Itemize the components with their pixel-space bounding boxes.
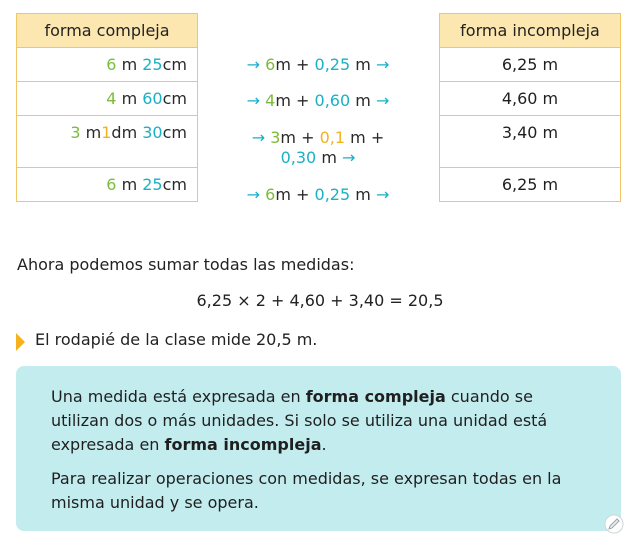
value: 1	[101, 123, 112, 142]
value: 0,60	[314, 91, 351, 110]
value: 3	[270, 128, 281, 147]
conversion-2	[218, 91, 418, 110]
plus: +	[296, 185, 310, 204]
complex-row-3	[17, 116, 198, 168]
incomplete-row-4: 6,25 m	[440, 168, 621, 202]
value: 6	[106, 55, 117, 74]
conversion-1	[218, 55, 418, 74]
value: 4	[106, 89, 117, 108]
plus: +	[296, 91, 310, 110]
conversion-3	[218, 128, 418, 168]
plus: +	[301, 128, 315, 147]
text: Una medida está expresada en	[51, 387, 306, 406]
arrow-icon: →	[246, 91, 261, 110]
plus: +	[370, 128, 385, 147]
plus: +	[296, 55, 310, 74]
arrow-icon: →	[246, 55, 261, 74]
result-text: El rodapié de la clase mide 20,5 m.	[35, 330, 318, 349]
value: 6	[106, 175, 117, 194]
incomplete-row-3: 3,40 m	[440, 116, 621, 168]
complex-form-table	[16, 13, 198, 202]
unit: m	[275, 185, 291, 204]
arrow-icon: →	[375, 185, 390, 204]
value: 25	[142, 175, 163, 194]
arrow-icon: →	[251, 128, 266, 147]
value: 0,1	[319, 128, 346, 147]
unit: m	[85, 123, 102, 142]
arrow-icon: →	[375, 91, 390, 110]
complex-form-header: forma compleja	[17, 14, 198, 48]
unit: cm	[162, 89, 187, 108]
info-box	[16, 366, 621, 531]
term-complex: forma compleja	[305, 387, 446, 406]
value: 30	[142, 123, 163, 142]
unit: m	[275, 55, 291, 74]
definition-paragraph	[51, 385, 591, 457]
value: 3	[70, 123, 81, 142]
complex-row-2	[17, 82, 198, 116]
value: 6	[265, 185, 276, 204]
unit: m	[355, 55, 371, 74]
unit: m	[121, 55, 138, 74]
unit: m	[121, 175, 138, 194]
value: 0,30	[280, 148, 317, 167]
unit: m	[121, 89, 138, 108]
unit: m	[350, 128, 366, 147]
unit: cm	[162, 123, 187, 142]
arrow-icon: →	[342, 148, 356, 167]
complex-row-4	[17, 168, 198, 202]
unit: cm	[162, 175, 187, 194]
conversion-4	[218, 185, 418, 204]
equation: 6,25 × 2 + 4,60 + 3,40 = 20,5	[196, 291, 444, 310]
operation-paragraph: Para realizar operaciones con medidas, se expresan todas en la misma unidad y se opera.	[51, 469, 562, 512]
incomplete-form-header: forma incompleja	[440, 14, 621, 48]
value: 0,25	[314, 55, 351, 74]
complex-row-1	[17, 48, 198, 82]
unit: m	[355, 91, 371, 110]
incomplete-row-1: 6,25 m	[440, 48, 621, 82]
value: 6	[265, 55, 276, 74]
value: 0,25	[314, 185, 351, 204]
unit: dm	[111, 123, 138, 142]
arrow-icon: →	[375, 55, 390, 74]
pencil-icon[interactable]	[604, 514, 624, 534]
term-incomplete: forma incompleja	[164, 435, 322, 454]
intro-text: Ahora podemos sumar todas las medidas:	[17, 255, 355, 274]
unit: m	[280, 128, 297, 147]
incomplete-row-2: 4,60 m	[440, 82, 621, 116]
unit: m	[275, 91, 291, 110]
text: .	[321, 435, 327, 454]
value: 25	[142, 55, 163, 74]
bullet-triangle-icon	[16, 333, 25, 351]
incomplete-form-table	[439, 13, 621, 202]
unit: m	[321, 148, 337, 167]
unit: m	[355, 185, 371, 204]
text: cuando se utilizan dos o más unidades. Si solo se utiliza una unidad está expresada en	[51, 387, 548, 454]
unit: cm	[162, 55, 187, 74]
arrow-icon: →	[246, 185, 261, 204]
value: 60	[142, 89, 163, 108]
value: 4	[265, 91, 276, 110]
